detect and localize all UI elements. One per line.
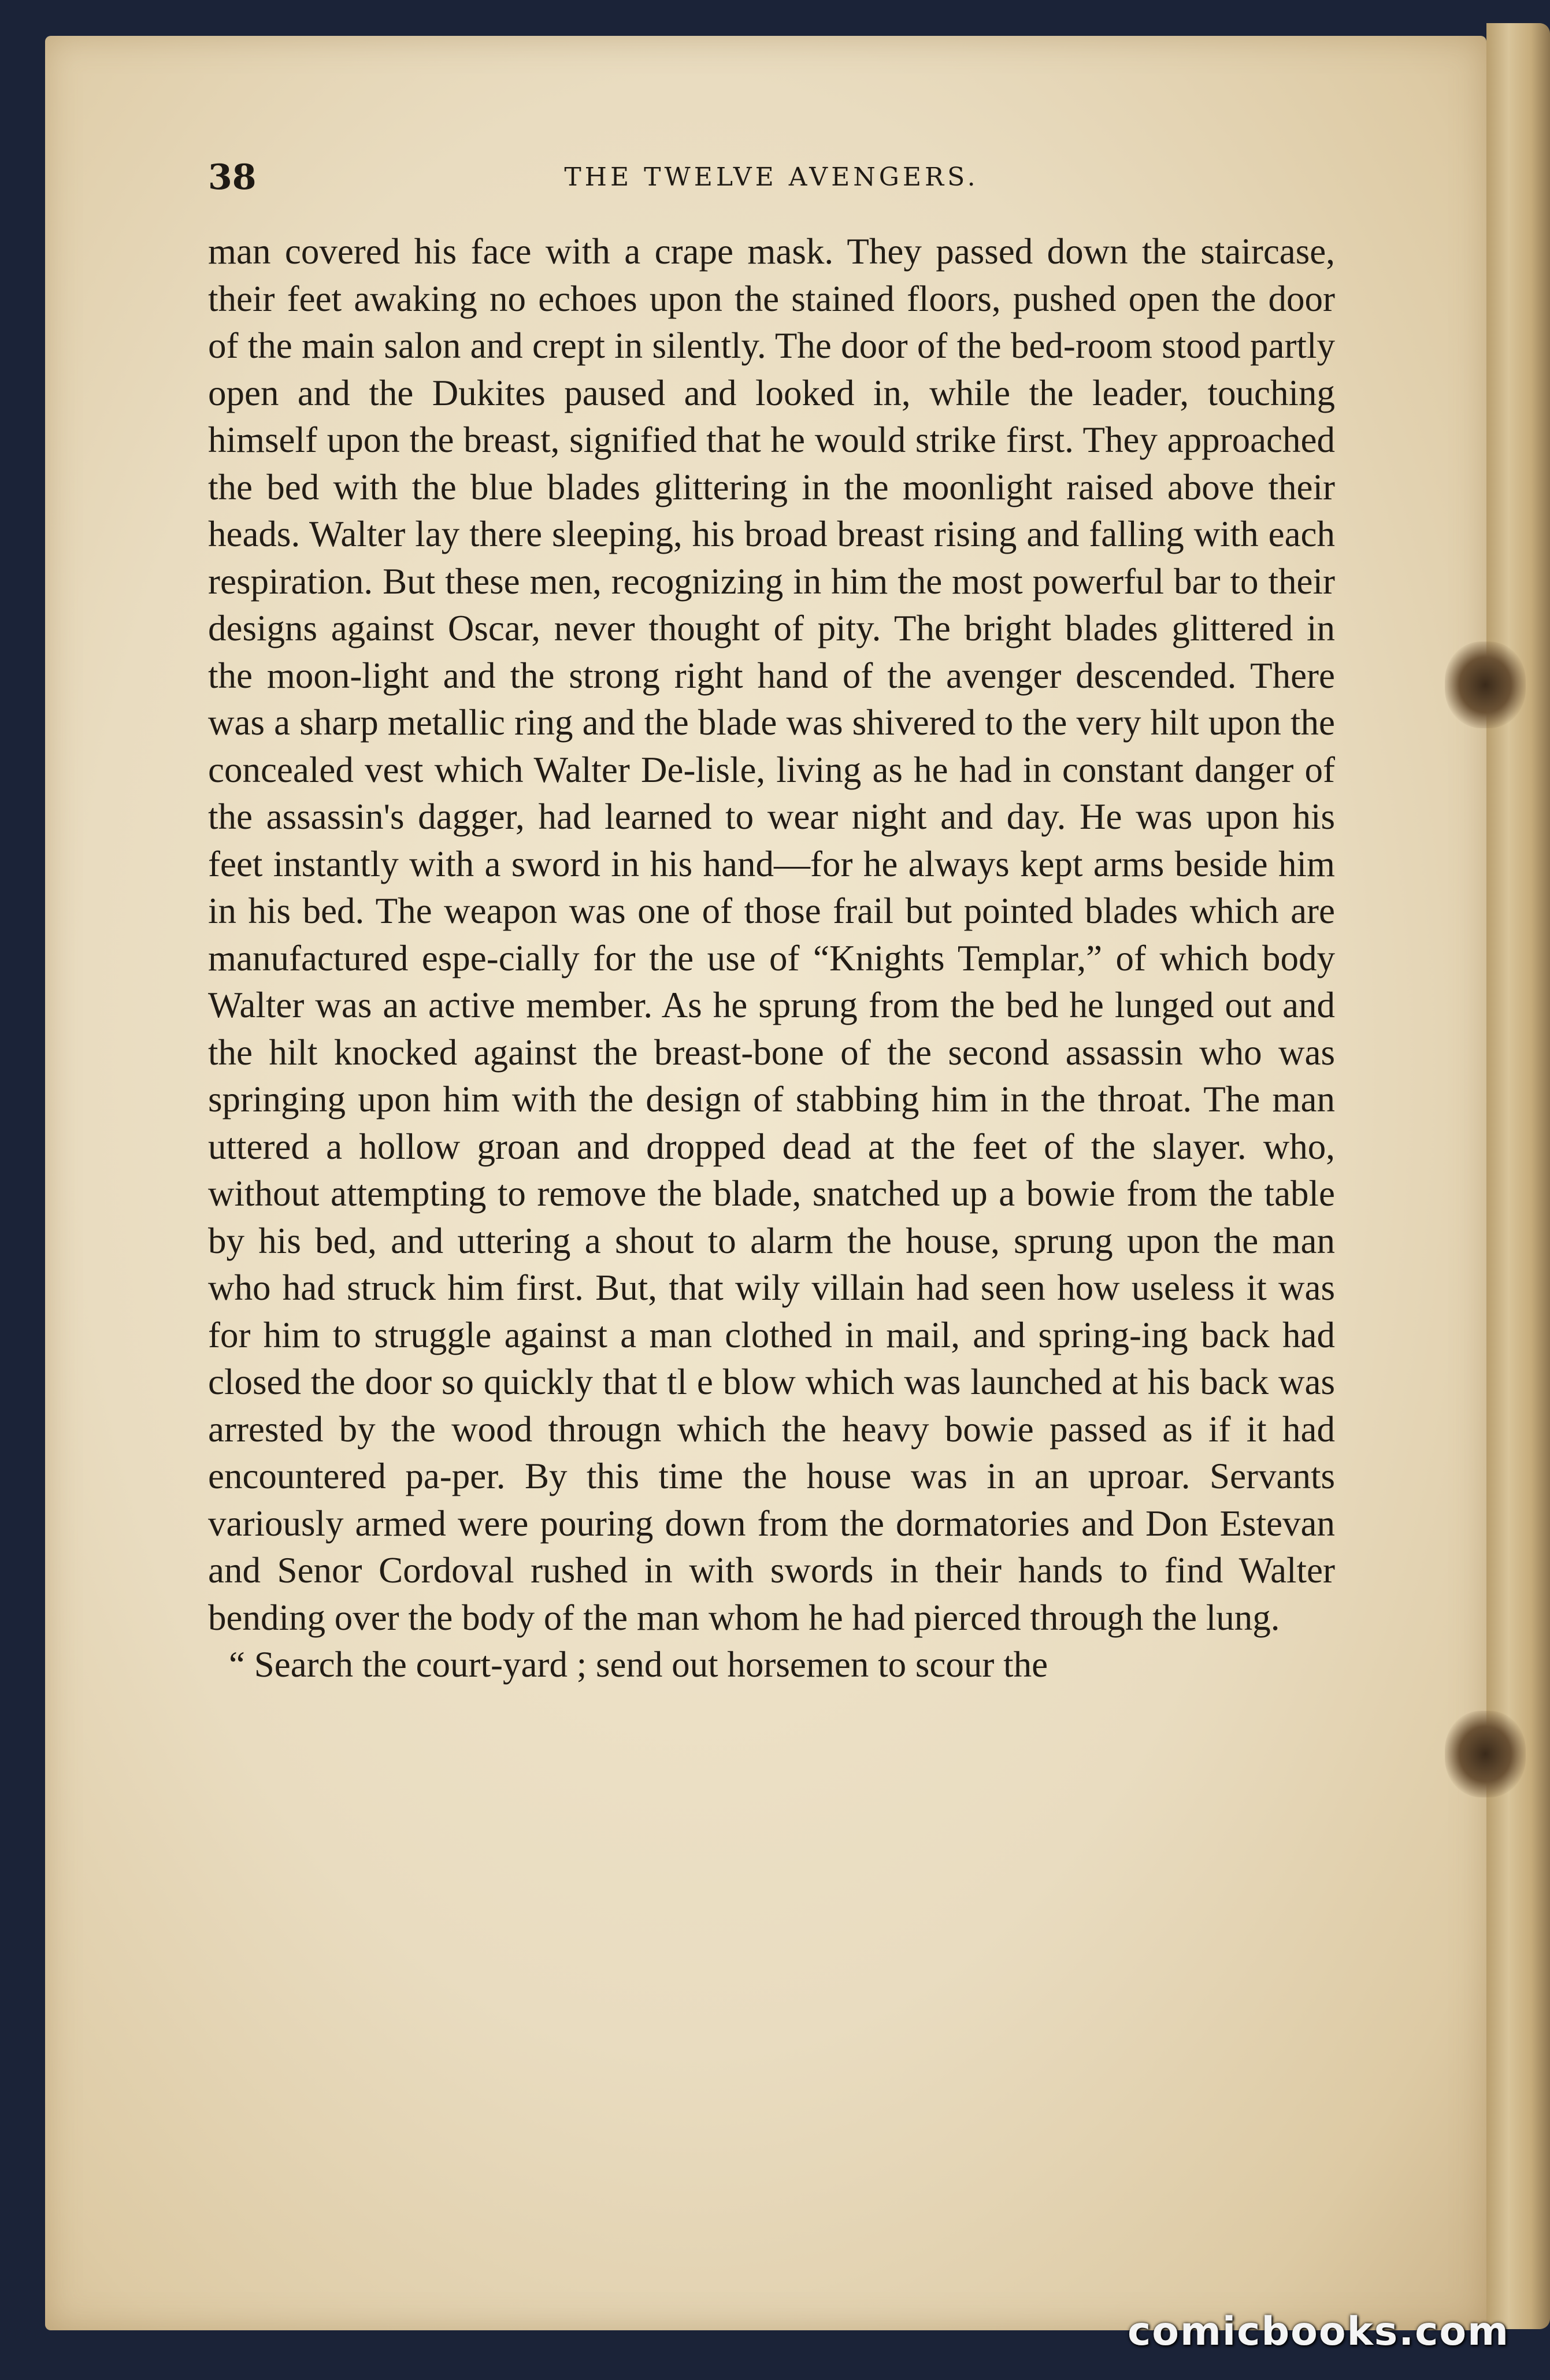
paragraph: man covered his face with a crape mask. They passed down the staircase, their feet awaking no echoes upon the stained floors, pushed open the door of the main salon and crept in silently. The door of the bed-room stood partly open and the Dukites paused and looked in, while the leader, touching himself upon the breast, signified that he would strike first. They approached the bed with the blue blades glittering in the moonlight raised above their heads. Walter lay there sleeping, his broad breast rising and falling with each respiration. But these men, recognizing in him the most powerful bar to their designs against Oscar, never thought of pity. The bright blades glittered in the moon-light and the strong right hand of the avenger descended. There was a sharp metallic ring and the blade was shivered to the very hilt upon the concealed vest which Walter De-lisle, living as he had in constant danger of the assassin's dagger, had learned to wear night and day. He was upon his feet instantly with a sword in his hand—for he always kept arms beside him in his bed. The weapon was one of those frail but pointed blades which are manufactured espe-cially for the use of “Knights Templar,” of which body Walter was an active member. As he sprung from the bed he lunged out and the hilt knocked against the breast-bone of the second assassin who was springing upon him with the design of stabbing him in the throat. The man uttered a hollow groan and dropped dead at the feet of the slayer. who, without attempting to remove the blade, snatched up a bowie from the table by his bed, and uttering a shout to alarm the house, sprung upon the man who had struck him first. But, that wily villain had seen how useless it was for him to struggle against a man clothed in mail, and spring-ing back had closed the door so quickly that tl e blow which was launched at his back was arrested by the wood througn which the heavy bowie passed as if it had encountered pa-per. By this time the house was in an uproar. Servants variously armed were pouring down from the dormatories and Don Estevan and Senor Cordoval rushed in with swords in their hands to find Walter bending over the body of the man whom he had pierced through the lung. — [208, 231, 1335, 1638]
page-number: 38 — [208, 157, 257, 198]
body-text — [208, 228, 1335, 1689]
binding-hole — [1445, 642, 1526, 728]
running-head: THE TWELVE AVENGERS. — [564, 162, 979, 192]
book-spine-edge — [1486, 23, 1550, 2329]
page-header — [208, 151, 1335, 203]
watermark: comicbooks.com — [1127, 2309, 1510, 2355]
paragraph: “ Search the court-yard ; send out horsemen to scour the — [229, 1644, 1048, 1685]
binding-hole — [1445, 1711, 1526, 1797]
